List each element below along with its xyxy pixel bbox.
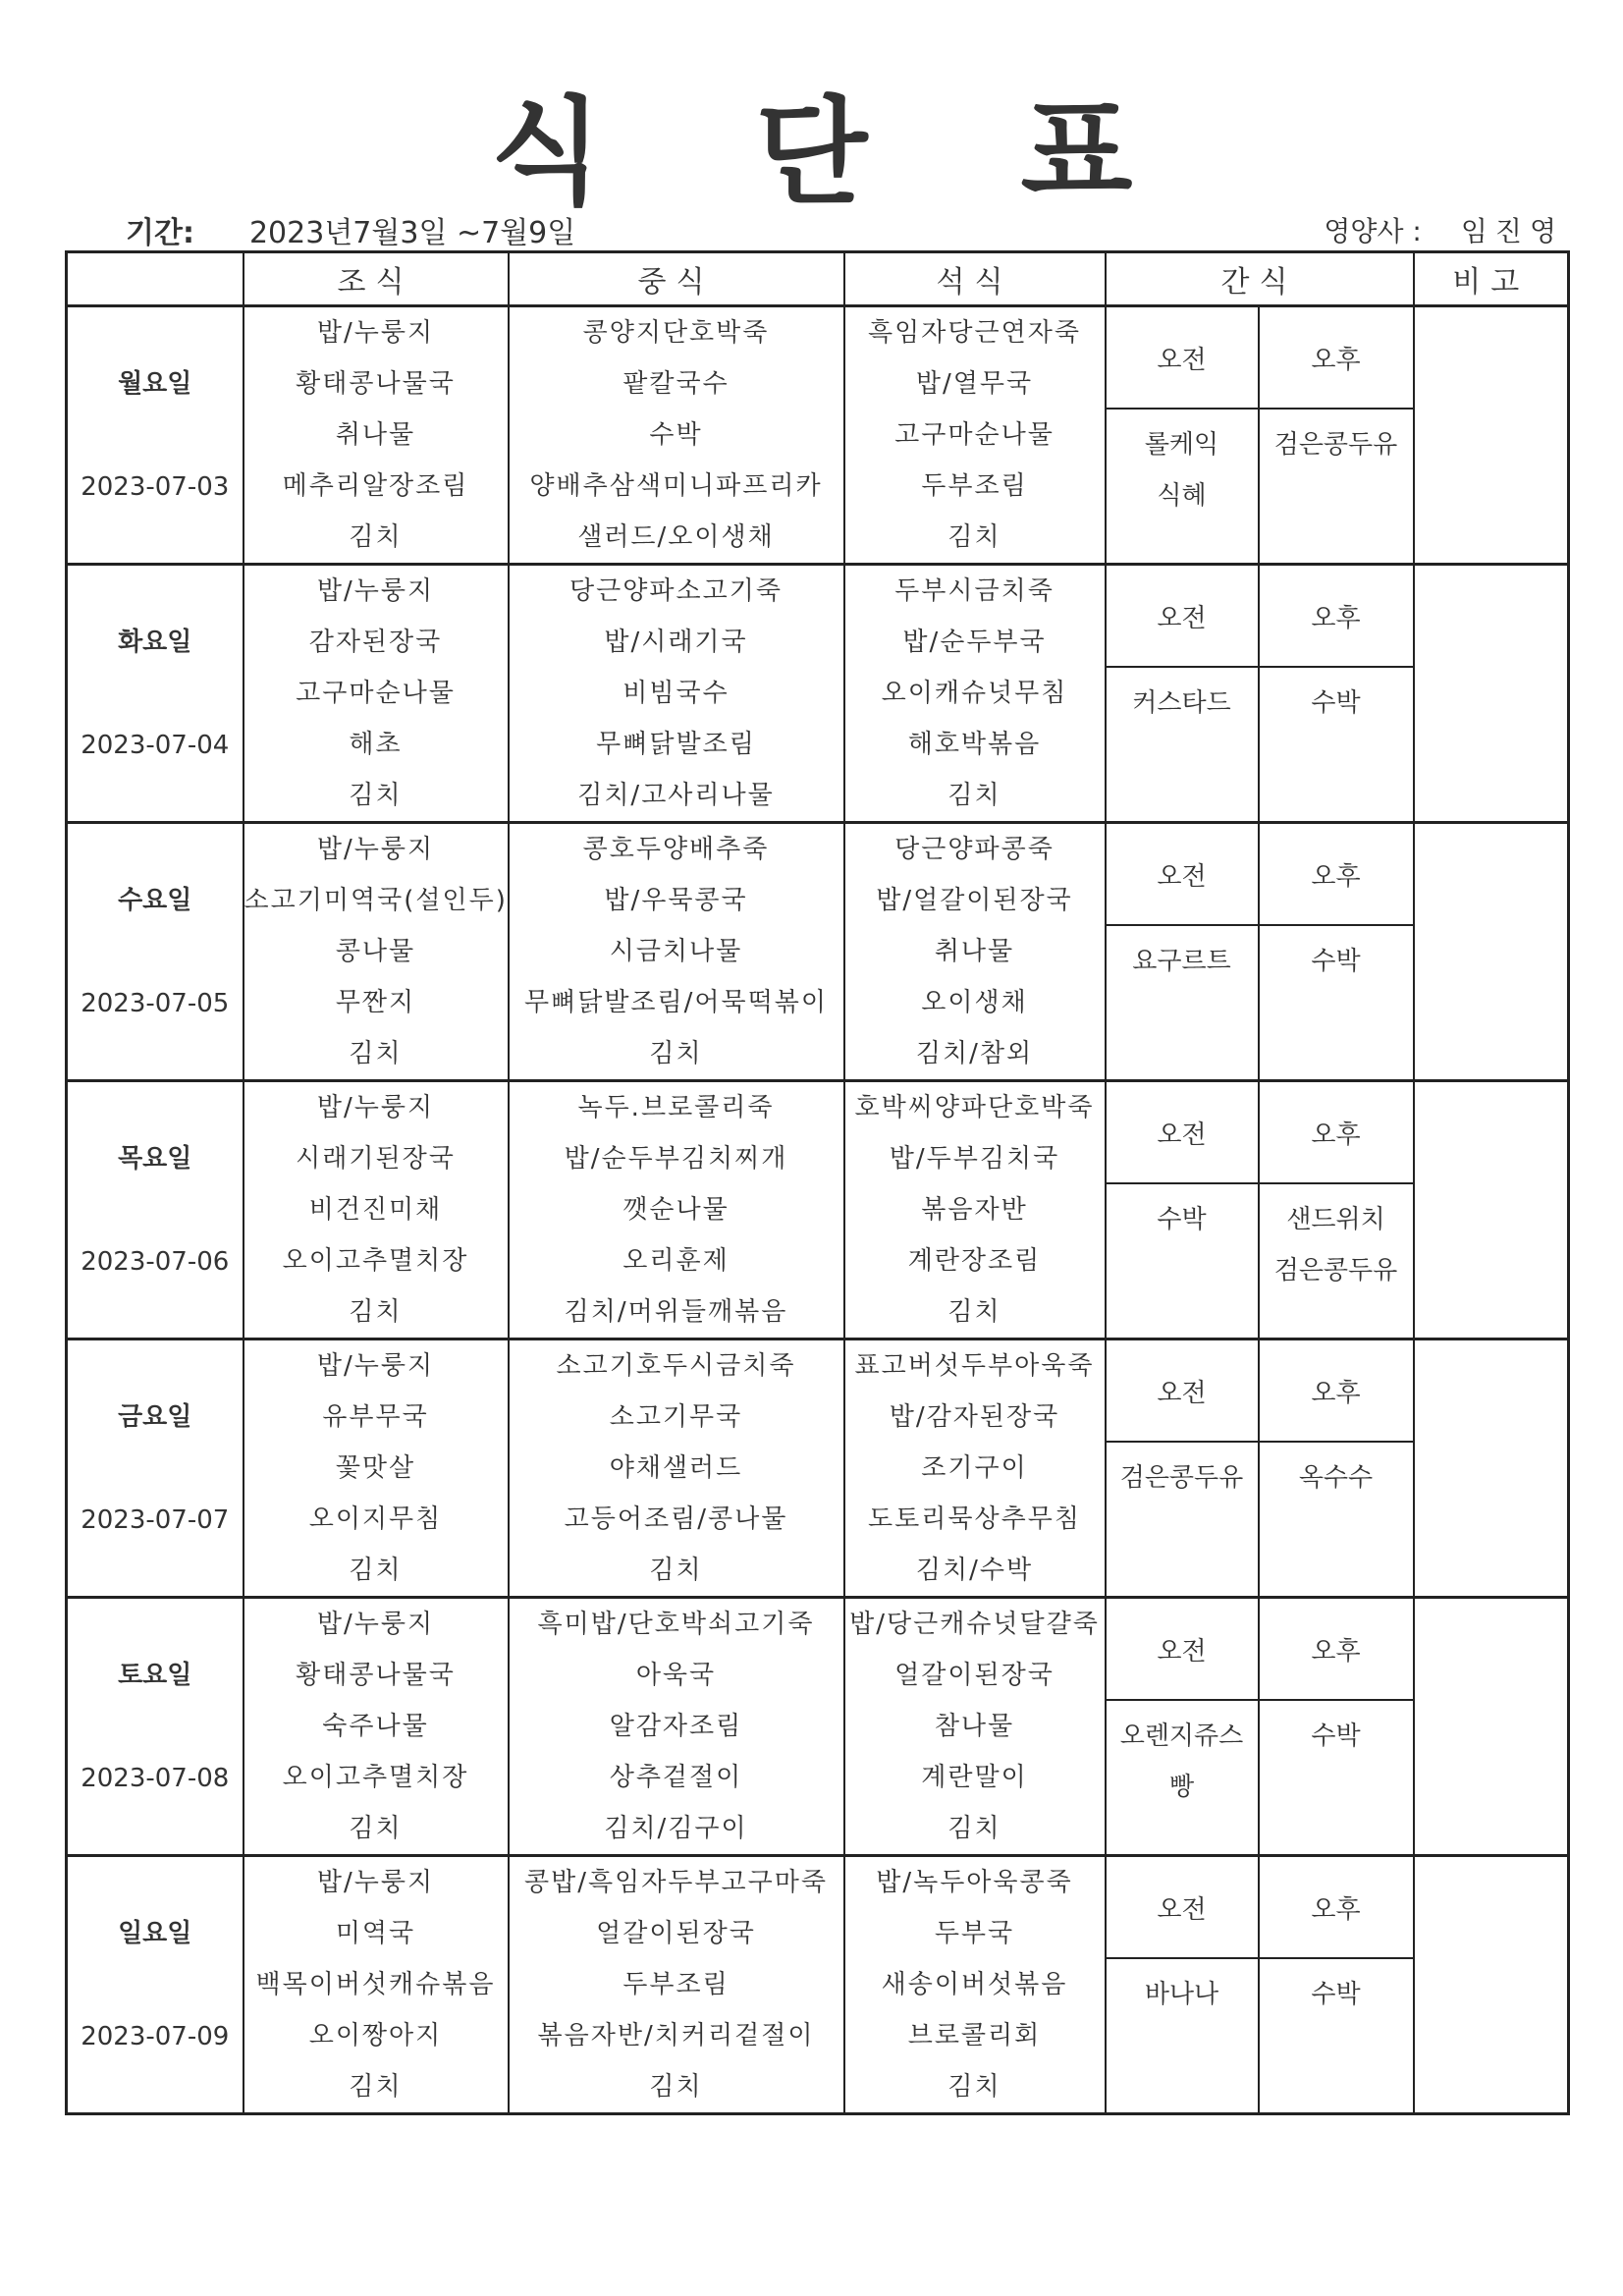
breakfast-cell xyxy=(243,1339,509,1598)
menu-item: 취나물 xyxy=(335,420,416,450)
snack-pm-label: 오후 xyxy=(1259,1856,1414,1959)
snack-pm-items xyxy=(1259,667,1414,823)
menu-item: 콩호두양배추죽 xyxy=(582,835,770,864)
menu-item: 밥/순두부국 xyxy=(902,628,1047,657)
period-label: 기간: xyxy=(126,216,194,250)
menu-item: 녹두.브로콜리죽 xyxy=(577,1093,775,1122)
menu-item: 김치 xyxy=(947,522,1001,552)
snack-pm-items xyxy=(1259,1958,1414,2114)
menu-item: 고구마순나물 xyxy=(894,420,1055,450)
lunch-cell xyxy=(509,1081,844,1339)
menu-item: 조기구이 xyxy=(921,1453,1028,1483)
menu-item: 계란말이 xyxy=(921,1763,1028,1792)
snack-item xyxy=(1260,1762,1413,1813)
menu-item: 흑임자당근연자죽 xyxy=(868,318,1081,348)
day-cell xyxy=(67,565,243,823)
menu-item: 볶음자반 xyxy=(921,1195,1028,1225)
menu-item: 미역국 xyxy=(335,1919,416,1948)
menu-item: 김치 xyxy=(947,781,1001,810)
menu-item: 황태콩나물국 xyxy=(296,369,456,399)
nutritionist-name: 임진영 xyxy=(1460,215,1564,247)
snack-am-label: 오전 xyxy=(1106,1598,1259,1701)
snack-item: 수박 xyxy=(1311,688,1361,718)
day-row xyxy=(67,1081,1569,1184)
snack-item xyxy=(1107,1245,1258,1296)
menu-item: 김치 xyxy=(649,1556,703,1585)
snack-item: 수박 xyxy=(1157,1205,1207,1234)
day-date: 2023-07-08 xyxy=(81,1763,230,1793)
day-row xyxy=(67,823,1569,926)
menu-item: 오이캐슈넛무침 xyxy=(881,679,1068,708)
snack-item: 식혜 xyxy=(1157,481,1207,511)
day-name: 금요일 xyxy=(118,1401,192,1432)
snack-item xyxy=(1260,729,1413,780)
snack-item xyxy=(1107,1503,1258,1555)
nutritionist-label: 영양사 : xyxy=(1324,215,1422,247)
lunch-cell xyxy=(509,1339,844,1598)
menu-item: 김치 xyxy=(349,2072,403,2102)
day-date: 2023-07-09 xyxy=(81,2021,230,2051)
menu-item: 상추겉절이 xyxy=(609,1763,743,1792)
dinner-cell xyxy=(844,565,1106,823)
snack-am-items xyxy=(1106,409,1259,565)
snack-am-items xyxy=(1106,925,1259,1081)
snack-pm-label: 오후 xyxy=(1259,565,1414,668)
menu-item: 콩양지단호박죽 xyxy=(582,318,770,348)
menu-item: 소고기호두시금치죽 xyxy=(556,1351,796,1381)
dinner-cell xyxy=(844,1081,1106,1339)
menu-item: 밥/당근캐슈넛달걀죽 xyxy=(849,1610,1100,1639)
menu-item: 김치 xyxy=(649,2072,703,2102)
day-name: 일요일 xyxy=(118,1918,192,1948)
period xyxy=(126,208,575,251)
day-name: 토요일 xyxy=(118,1660,192,1690)
menu-item: 볶음자반/치커리겉절이 xyxy=(537,2021,815,2050)
day-row xyxy=(67,306,1569,410)
menu-item: 밥/누룽지 xyxy=(316,318,435,348)
menu-item: 비빔국수 xyxy=(622,679,730,708)
menu-item: 밥/시래기국 xyxy=(604,628,748,657)
day-date: 2023-07-07 xyxy=(81,1504,230,1535)
note-cell xyxy=(1414,565,1569,823)
menu-item: 콩밥/흑임자두부고구마죽 xyxy=(523,1868,829,1897)
menu-item: 밥/누룽지 xyxy=(316,1610,435,1639)
menu-item: 야채샐러드 xyxy=(609,1453,743,1483)
snack-item: 커스타드 xyxy=(1132,688,1231,718)
menu-item: 백목이버섯캐슈볶음 xyxy=(255,1970,496,1999)
day-name: 월요일 xyxy=(118,368,192,399)
menu-item: 김치/참외 xyxy=(915,1039,1034,1068)
menu-item: 김치 xyxy=(947,1814,1001,1843)
menu-item: 호박씨양파단호박죽 xyxy=(854,1093,1095,1122)
day-date: 2023-07-06 xyxy=(81,1246,230,1277)
meal-plan-table xyxy=(65,250,1570,2115)
header-snack: 간식 xyxy=(1106,252,1414,306)
menu-item: 밥/순두부김치찌개 xyxy=(564,1144,788,1174)
snack-pm-items xyxy=(1259,1183,1414,1339)
menu-item: 김치 xyxy=(349,781,403,810)
menu-item: 두부시금치죽 xyxy=(894,576,1055,606)
lunch-cell xyxy=(509,823,844,1081)
note-cell xyxy=(1414,1856,1569,2114)
menu-item: 김치/고사리나물 xyxy=(577,781,775,810)
menu-item: 오이지무침 xyxy=(308,1504,443,1534)
menu-item: 해호박볶음 xyxy=(907,730,1042,759)
snack-item: 검은콩두유 xyxy=(1119,1463,1244,1493)
snack-am-items xyxy=(1106,1958,1259,2114)
snack-item: 검은콩두유 xyxy=(1273,430,1398,460)
period-value: 2023년7월3일 ~7월9일 xyxy=(248,216,576,250)
lunch-cell xyxy=(509,306,844,565)
snack-pm-label: 오후 xyxy=(1259,1339,1414,1443)
menu-item: 당근양파콩죽 xyxy=(894,835,1055,864)
menu-item: 아욱국 xyxy=(635,1661,717,1690)
title-char-2: 단 xyxy=(755,84,868,220)
menu-item: 무뼈닭발조림/어묵떡볶이 xyxy=(523,988,829,1017)
note-cell xyxy=(1414,306,1569,565)
day-name: 화요일 xyxy=(118,627,192,657)
menu-item: 깻순나물 xyxy=(622,1195,730,1225)
header-note: 비고 xyxy=(1414,252,1569,306)
menu-item: 참나물 xyxy=(934,1712,1015,1741)
menu-item: 김치 xyxy=(349,1814,403,1843)
menu-item: 콩나물 xyxy=(335,937,416,966)
snack-pm-items xyxy=(1259,409,1414,565)
snack-item: 수박 xyxy=(1311,1980,1361,2009)
menu-item: 밥/열무국 xyxy=(915,369,1034,399)
menu-item: 두부국 xyxy=(934,1919,1015,1948)
menu-item: 밥/누룽지 xyxy=(316,1351,435,1381)
day-row xyxy=(67,565,1569,668)
nutritionist xyxy=(1324,210,1564,249)
snack-am-label: 오전 xyxy=(1106,823,1259,926)
menu-item: 시금치나물 xyxy=(609,937,743,966)
snack-pm-items xyxy=(1259,1442,1414,1598)
lunch-cell xyxy=(509,1856,844,2114)
menu-item: 밥/우묵콩국 xyxy=(604,886,748,915)
snack-item xyxy=(1260,2020,1413,2071)
menu-item: 표고버섯두부아욱죽 xyxy=(854,1351,1095,1381)
menu-item: 밥/얼갈이된장국 xyxy=(876,886,1073,915)
day-row xyxy=(67,1856,1569,1959)
snack-am-label: 오전 xyxy=(1106,1339,1259,1443)
header-row xyxy=(67,252,1569,306)
menu-item: 두부조림 xyxy=(921,471,1028,501)
day-cell xyxy=(67,823,243,1081)
menu-item: 김치 xyxy=(947,1297,1001,1327)
snack-item xyxy=(1107,729,1258,780)
menu-item: 김치/김구이 xyxy=(604,1814,748,1843)
snack-item: 검은콩두유 xyxy=(1273,1256,1398,1285)
menu-item: 오이고추멸치장 xyxy=(282,1763,469,1792)
menu-item: 밥/누룽지 xyxy=(316,1093,435,1122)
snack-item xyxy=(1260,470,1413,521)
snack-am-label: 오전 xyxy=(1106,1856,1259,1959)
menu-item: 흑미밥/단호박쇠고기죽 xyxy=(537,1610,815,1639)
snack-item xyxy=(1107,2020,1258,2071)
snack-item xyxy=(1107,987,1258,1038)
menu-item: 밥/누룽지 xyxy=(316,835,435,864)
day-date: 2023-07-03 xyxy=(81,471,230,502)
menu-item: 김치 xyxy=(349,522,403,552)
menu-item: 도토리묵상추무침 xyxy=(868,1504,1081,1534)
day-cell xyxy=(67,1339,243,1598)
dinner-cell xyxy=(844,1339,1106,1598)
menu-item: 무짠지 xyxy=(335,988,416,1017)
menu-item: 유부무국 xyxy=(322,1402,429,1432)
snack-item: 빵 xyxy=(1168,1773,1195,1802)
menu-item: 시래기된장국 xyxy=(296,1144,456,1174)
menu-item: 황태콩나물국 xyxy=(296,1661,456,1690)
menu-item: 밥/누룽지 xyxy=(316,1868,435,1897)
menu-item: 꽃맛살 xyxy=(335,1453,416,1483)
menu-item: 김치 xyxy=(349,1039,403,1068)
menu-item: 얼갈이된장국 xyxy=(894,1661,1055,1690)
menu-item: 무뼈닭발조림 xyxy=(596,730,756,759)
menu-item: 비건진미채 xyxy=(308,1195,443,1225)
title-char-3: 표 xyxy=(1020,84,1133,220)
menu-item: 소고기미역국(설인두) xyxy=(243,886,508,915)
menu-item: 밥/녹두아욱콩죽 xyxy=(876,1868,1073,1897)
menu-item: 알감자조림 xyxy=(609,1712,743,1741)
snack-item: 수박 xyxy=(1311,947,1361,976)
snack-item xyxy=(1260,987,1413,1038)
snack-am-items xyxy=(1106,1442,1259,1598)
note-cell xyxy=(1414,1339,1569,1598)
snack-am-label: 오전 xyxy=(1106,306,1259,410)
snack-am-items xyxy=(1106,1183,1259,1339)
menu-item: 오이짱아지 xyxy=(308,2021,443,2050)
menu-item: 양배추삼색미니파프리카 xyxy=(529,471,823,501)
breakfast-cell xyxy=(243,1598,509,1856)
day-cell xyxy=(67,1598,243,1856)
breakfast-cell xyxy=(243,1856,509,2114)
day-cell xyxy=(67,1856,243,2114)
header-lunch: 중식 xyxy=(509,252,844,306)
dinner-cell xyxy=(844,1598,1106,1856)
lunch-cell xyxy=(509,1598,844,1856)
menu-item: 해초 xyxy=(349,730,403,759)
day-cell xyxy=(67,306,243,565)
breakfast-cell xyxy=(243,823,509,1081)
menu-item: 오이고추멸치장 xyxy=(282,1246,469,1276)
menu-item: 김치 xyxy=(349,1297,403,1327)
snack-pm-items xyxy=(1259,1700,1414,1856)
menu-item: 밥/두부김치국 xyxy=(889,1144,1060,1174)
note-cell xyxy=(1414,1081,1569,1339)
menu-item: 오리훈제 xyxy=(622,1246,730,1276)
header-dinner: 석식 xyxy=(844,252,1106,306)
snack-item xyxy=(1260,1503,1413,1555)
snack-item: 바나나 xyxy=(1144,1980,1219,2009)
menu-item: 밥/감자된장국 xyxy=(889,1402,1060,1432)
breakfast-cell xyxy=(243,306,509,565)
menu-item: 두부조림 xyxy=(622,1970,730,1999)
menu-item: 얼갈이된장국 xyxy=(596,1919,756,1948)
menu-item: 고구마순나물 xyxy=(296,679,456,708)
snack-am-items xyxy=(1106,1700,1259,1856)
menu-item: 오이생채 xyxy=(921,988,1028,1017)
menu-item: 김치 xyxy=(649,1039,703,1068)
menu-item: 당근양파소고기죽 xyxy=(569,576,783,606)
dinner-cell xyxy=(844,823,1106,1081)
title-char-1: 식 xyxy=(490,84,603,220)
day-name: 목요일 xyxy=(118,1143,192,1174)
day-row xyxy=(67,1598,1569,1701)
lunch-cell xyxy=(509,565,844,823)
menu-item: 새송이버섯볶음 xyxy=(881,1970,1068,1999)
note-cell xyxy=(1414,1598,1569,1856)
breakfast-cell xyxy=(243,565,509,823)
menu-item: 밥/누룽지 xyxy=(316,576,435,606)
menu-item: 김치 xyxy=(947,2072,1001,2102)
day-row xyxy=(67,1339,1569,1443)
day-date: 2023-07-05 xyxy=(81,988,230,1018)
snack-item: 롤케익 xyxy=(1144,430,1219,460)
page-title xyxy=(0,59,1623,226)
day-date: 2023-07-04 xyxy=(81,730,230,760)
menu-item: 감자된장국 xyxy=(308,628,443,657)
dinner-cell xyxy=(844,1856,1106,2114)
header-day xyxy=(67,252,243,306)
menu-item: 소고기무국 xyxy=(609,1402,743,1432)
note-cell xyxy=(1414,823,1569,1081)
menu-item: 고등어조림/콩나물 xyxy=(564,1504,788,1534)
menu-item: 김치/수박 xyxy=(915,1556,1034,1585)
header-breakfast: 조식 xyxy=(243,252,509,306)
snack-am-label: 오전 xyxy=(1106,565,1259,668)
snack-pm-label: 오후 xyxy=(1259,1081,1414,1184)
menu-item: 팥칼국수 xyxy=(622,369,730,399)
snack-item: 오렌지쥬스 xyxy=(1119,1722,1244,1751)
snack-pm-label: 오후 xyxy=(1259,823,1414,926)
snack-item: 옥수수 xyxy=(1298,1463,1374,1493)
breakfast-cell xyxy=(243,1081,509,1339)
menu-item: 브로콜리회 xyxy=(907,2021,1042,2050)
snack-item: 샌드위치 xyxy=(1286,1205,1385,1234)
menu-item: 메추리알장조림 xyxy=(282,471,469,501)
menu-item: 샐러드/오이생채 xyxy=(577,522,775,552)
menu-item: 김치 xyxy=(349,1556,403,1585)
menu-item: 수박 xyxy=(649,420,703,450)
snack-pm-items xyxy=(1259,925,1414,1081)
day-cell xyxy=(67,1081,243,1339)
snack-item: 수박 xyxy=(1311,1722,1361,1751)
snack-item: 요구르트 xyxy=(1132,947,1231,976)
snack-am-label: 오전 xyxy=(1106,1081,1259,1184)
dinner-cell xyxy=(844,306,1106,565)
menu-item: 숙주나물 xyxy=(322,1712,429,1741)
menu-item: 계란장조림 xyxy=(907,1246,1042,1276)
snack-pm-label: 오후 xyxy=(1259,306,1414,410)
menu-item: 김치/머위들깨볶음 xyxy=(564,1297,788,1327)
snack-am-items xyxy=(1106,667,1259,823)
day-name: 수요일 xyxy=(118,885,192,915)
menu-item: 취나물 xyxy=(934,937,1015,966)
snack-pm-label: 오후 xyxy=(1259,1598,1414,1701)
